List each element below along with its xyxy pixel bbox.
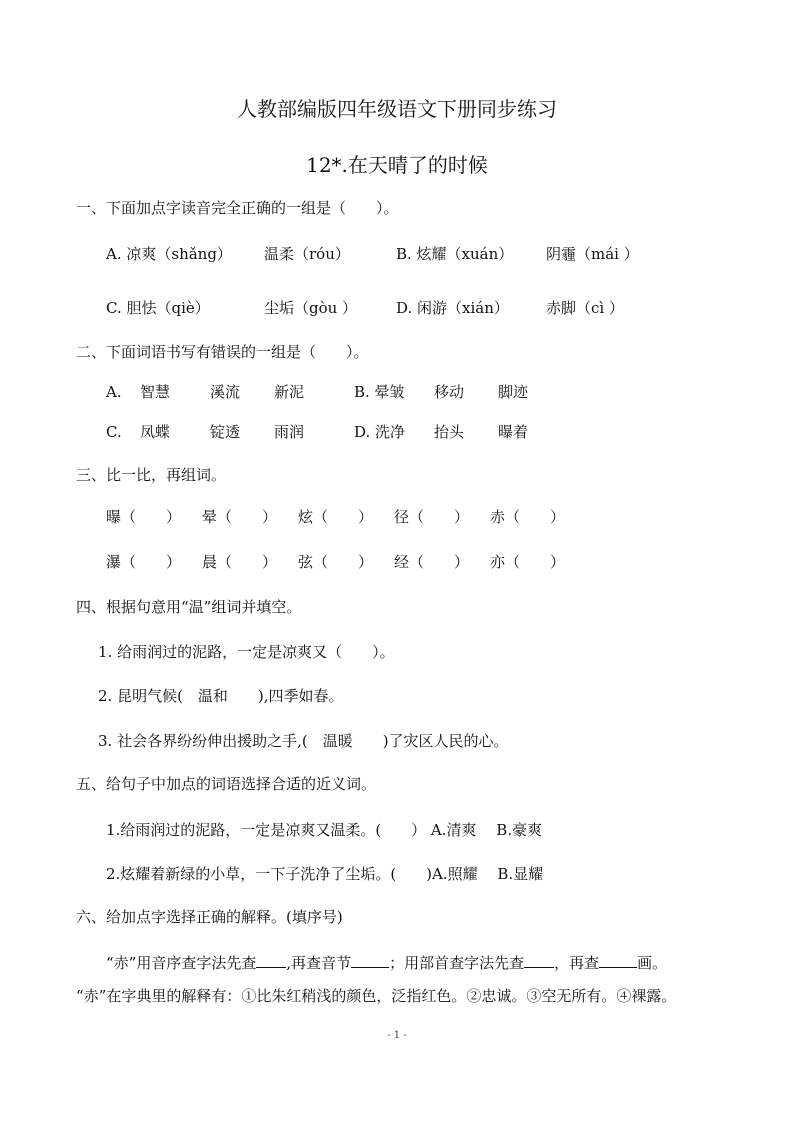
question-5-item-2: 2.炫耀着新绿的小草，一下子洗净了尘垢。( )A.照耀 B.显耀 — [106, 865, 544, 883]
q6-text: ，再查 — [554, 954, 600, 972]
question-1-heading: 一、下面加点字读音完全正确的一组是（ ）。 — [76, 199, 399, 217]
lesson-title: 12*.在天晴了的时候 — [306, 153, 488, 177]
q3-char-blank: 瀑（ ） — [106, 553, 182, 571]
question-4-heading: 四、根据句意用“温”组词并填空。 — [76, 598, 302, 616]
q1-option-a1: A. 凉爽（shǎng） — [106, 245, 232, 263]
q3-char-blank: 炫（ ） — [298, 508, 374, 526]
q2-word: 曝着 — [498, 423, 529, 441]
answer-blank[interactable] — [599, 953, 637, 968]
q6-text: ,再查音节 — [286, 954, 352, 972]
answer-blank[interactable] — [524, 953, 554, 968]
question-5-item-1: 1.给雨润过的泥路，一定是凉爽又温柔。( ） A.清爽 B.豪爽 — [106, 821, 543, 839]
q2-label-d: D. 洗净 — [354, 423, 406, 441]
q6-text: 画。 — [637, 954, 668, 972]
q2-label-c: C. — [106, 423, 122, 441]
q3-char-blank: 经（ ） — [394, 553, 470, 571]
q3-char-blank: 晨（ ） — [202, 553, 278, 571]
question-4-item-2: 2. 昆明气候( 温和 ),四季如春。 — [98, 687, 344, 705]
question-3-heading: 三、比一比，再组词。 — [76, 466, 227, 484]
q2-word: 脚迹 — [498, 383, 529, 401]
question-2-heading: 二、下面词语书写有错误的一组是（ ）。 — [76, 343, 369, 361]
question-4-item-3: 3. 社会各界纷纷伸出援助之手,( 温暖 )了灾区人民的心。 — [98, 732, 509, 750]
q2-label-b: B. 晕皱 — [354, 383, 405, 401]
q2-word: 抬头 — [434, 423, 465, 441]
q1-option-c2: 尘垢（gòu ） — [264, 299, 358, 317]
q3-char-blank: 曝（ ） — [106, 508, 182, 526]
q2-word: 雨润 — [274, 423, 305, 441]
q6-text: “赤”用音序查字法先查 — [106, 954, 257, 972]
q2-word: 智慧 — [140, 383, 171, 401]
q1-option-b2: 阴霾（mái ） — [546, 245, 639, 263]
page-title: 人教部编版四年级语文下册同步练习 — [237, 97, 557, 121]
q3-char-blank: 亦（ ） — [490, 553, 566, 571]
page-number: - 1 - — [387, 1030, 407, 1041]
answer-blank[interactable] — [351, 953, 389, 968]
q2-word: 溪流 — [210, 383, 241, 401]
question-5-heading: 五、给句子中加点的词语选择合适的近义词。 — [76, 775, 377, 793]
question-6-heading: 六、给加点字选择正确的解释。(填序号) — [76, 908, 343, 926]
q1-option-d1: D. 闲游（xián） — [396, 299, 509, 317]
q1-option-c1: C. 胆怯（qiè） — [106, 299, 210, 317]
q2-word: 新泥 — [274, 383, 305, 401]
q2-label-a: A. — [106, 383, 122, 401]
q6-text: ；用部首查字法先查 — [389, 954, 525, 972]
answer-blank[interactable] — [256, 953, 286, 968]
question-6-paragraph-2: “赤”在字典里的解释有：①比朱红稍浅的颜色，泛指红色。②忠诚。③空无所有。④裸露。 — [76, 987, 677, 1005]
q1-option-a2: 温柔（róu） — [264, 245, 350, 263]
q1-option-b1: B. 炫耀（xuán） — [396, 245, 514, 263]
q3-char-blank: 晕（ ） — [202, 508, 278, 526]
q3-char-blank: 赤（ ） — [490, 508, 566, 526]
q2-word: 移动 — [434, 383, 465, 401]
q3-char-blank: 弦（ ） — [298, 553, 374, 571]
q3-char-blank: 径（ ） — [394, 508, 470, 526]
q2-word: 凤蝶 — [140, 423, 171, 441]
q2-word: 锭透 — [210, 423, 241, 441]
question-4-item-1: 1. 给雨润过的泥路，一定是凉爽又（ ）。 — [98, 643, 395, 661]
question-6-paragraph-1 — [106, 953, 667, 973]
q1-option-d2: 赤脚（cì ） — [546, 299, 624, 317]
